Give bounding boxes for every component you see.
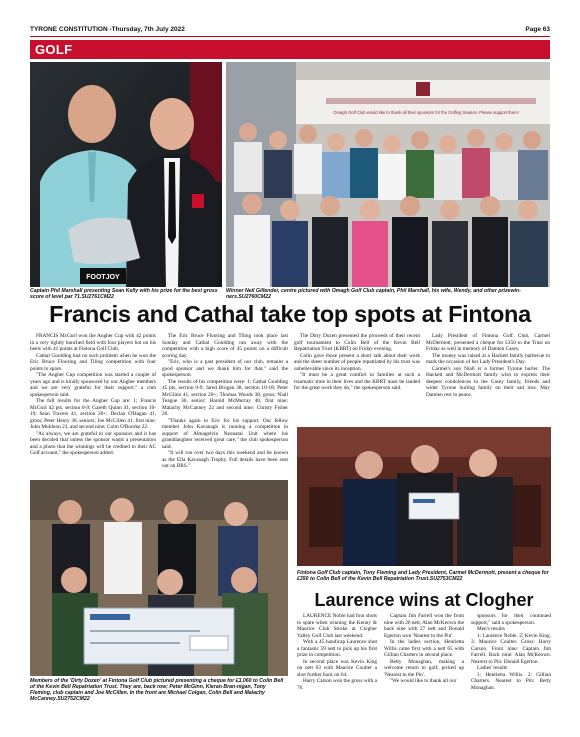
paragraph: "It must be a great comfort to families at such a traumatic time in their lives and the KBRT must be lauded for the great work they do," the spokesperson said. [294,372,420,391]
paragraph: "We would like to thank all our [390,678,457,684]
caption-left-photo: Captain Phil Marshall presenting Sean Kelly with his prize for the best gross score of level par 71.SU2761CM22 [30,288,218,300]
paragraph: Carmel's son Niall is a former Tyrone hurler. The Hackett and McDermott family wish to express their deepest condolences to the Casey family, friends and wider Tyrone hurling family on their sad loss. May Damien rest in peace. [426,365,550,398]
paragraph: In the ladies section, Henrietta Willis came first with a nett 65 with Gillian Charters in second place. [384,639,464,658]
paragraph: Colin gave those present a short talk about their work and the sheer number of people repatriated by his trust was unbelievable since its inception. [294,352,420,372]
paragraph: sponsors for their continued support," said a spokesperson. [471,613,551,626]
paragraph: The results of his competition were: 1; Cathal Goulding 45 pts, section 0-9; Jared Brogan 38, section 10-18; Peter McGlinn 41, section 20+; Thomas Woods 38, gross; Niall Teague 36, senior; Harold McMurray 40, first nine; Malachy McCanney 22 and second nine; Christy Fisher 20. [162,378,288,417]
publication-date: TYRONE CONSTITUTION -Thursday, 7th July 2022 [30,26,185,33]
article-fintona-column-2 [162,333,288,470]
caption-dirty-dozen: Members of the 'Dirty Dozen' at Fintona Golf Club pictured presenting a cheque for £3,060 to Colin Bell of the Kevin Bell Repatriation Trust. They are, back row; Peter McGinn, Kieran Bran-nigan, Tony Fleming, club captain and Joe McCillen. In the front are Michael Colgan, Colin Bell and Malachy McCanney.SU2752CM22 [30,678,284,702]
section-bar [30,40,550,59]
paragraph: In second place was Kevin King on nett 63 with Maurice Coulter a shot further back on 64. [297,658,377,678]
paragraph: FRANCIS McGurl won the Angher Cup with 42 points in a very tightly bunched field with four players hot on his heels with 41 points at Fintona Golf Club. [30,333,156,352]
headline-fintona: Francis and Cathal take top spots at Fintona [49,301,531,327]
paragraph: The full results for the Angher Cup are: 1; Francis McGurl 42 pts, section 0-9; Gareth Quinn 41, section 10-19; Sean Travers 41, section 20+; Declan O'Hagan 41, gross; Peter Henry 36, seniors; Joe McCillen 41, first nine; John Muldoon 23, and second nine; Colm O'Rourke 22. [30,398,156,430]
headline-clogher: Laurence wins at Clogher [314,590,534,610]
article-fintona-column-4 [426,333,550,398]
photo-prize-presentation [30,62,222,287]
subheading: Men's results [477,626,505,632]
page-header [30,26,550,36]
section-label: GOLF [35,42,73,57]
photo-image-bottom-right [297,427,551,566]
caption-lady-president: Fintona Golf Club captain, Tony Fleming and Lady President, Carmel McDermott, present a cheque for £350 to Colin Bell of the Kevin Bell Repatriation Trust.SU2753CM22 [297,570,549,582]
paragraph: Betty Monaghan, making a welcome return to golf, picked up 'Nearest to the Pin'. [384,658,464,678]
article-clogher-column-3 [471,613,551,691]
paragraph: The Eric Bruce Flooring and Tiling took place last Sunday and Cathal Goulding ran away with the competition with a high score of 45 points on a difficult scoring day. [162,333,288,359]
article-fintona-column-1 [30,333,156,457]
article-fintona-column-3 [294,333,420,392]
page-number: Page 63 [525,26,550,33]
photo-image-bottom-left [30,480,288,676]
paragraph: Cathal Goulding had no such problem when he won the Eric Bruce Flooring and Tiling competition with four points to spare. [30,352,156,372]
photo-lady-president-cheque [297,427,551,566]
paragraph: The Dirty Dozen presented the proceeds of their recent golf tournament to Colin Bell of the Kevin Bell Repatriation Trust (KBRT) on Friday evening. [294,333,420,352]
paragraph: "The Angher Cup competition was started a couple of years ago and is kindly sponsored by our Angher members and we are very grateful for their support," a club spokesperson said. [30,372,156,398]
caption-right-photo: Winner Neil Gillender, centre pictured with Omagh Golf Club captain, Phil Marshall, his wife, Wendy, and other prizewin-ners.SU2760CM22 [226,288,521,300]
paragraph: "Thanks again to Eric for his support. Our fellow member John Kavanagh is running a competition in support of Altnagelvin Neonatal Unit where his granddaughter received great care," the club spokesperson said. [162,417,288,450]
subheading: Ladies' results [477,665,508,671]
paragraph: With a 45 handicap Laurence shot a fantastic 59 nett to pick up his first prize in competition. [297,639,377,658]
photo-prizewinners-group [226,62,550,287]
header-rule [30,36,550,37]
paragraph: "Eric, who is a past president of our club, remains a good sponsor and we thank him for that," said the spokesperson. [162,359,288,378]
paragraph: "As always, we are grateful to our sponsors and it has been decided that unless the sponsor wants a presentation and a photo that the winnings will be credited to their AC Golf account," the spokesperson added. [30,430,156,456]
photo-image-right [226,62,550,287]
sponsor-banner-text: Omagh Golf Club would like to thank all their sponsors for the Golfing Season. Please support them! [333,110,519,115]
photo-dirty-dozen-cheque [30,480,288,676]
footjoy-logo: FOOTJOY [86,274,120,281]
paragraph: 1: Henrietta Willis. 2: Gillian Charters. Nearest to Pin: Betty Monaghan. [471,671,551,691]
paragraph: "It will run over two days this weekend and be known as the Ella Kavanagh Trophy. Full details have been sent out on BRS." [162,450,288,469]
paragraph: Captain Jim Farrell won the front nine with 26 nett, Alan McKeown the back nine with 27 nett and Donald Egerton won 'Nearest to the Pin'. [384,613,464,639]
paragraph: Lady President of Fintona Golf Club, Carmel McDermott, presented a cheque for £350 to the Trust on Friday as well in memory of Damien Casey. [426,333,550,352]
paragraph: 1: Laurence Noble. 2: Kevin King. 3: Maurice Coulter. Gross: Harry Carson. Front nine: Captain Jim Farrell. Back nine: Alan McKeown. Nearest to Pin: Donald Egerton. [471,632,551,665]
paragraph: The money was raised at a Hackett family barbecue to mark the occasion of her Lady President's Day. [426,352,550,365]
paragraph: LAURENCE Noble had four shots to spare when winning the Kenny & Maurice Club Stroke at Clogher Valley Golf Club last weekend. [297,613,377,639]
photo-image-left [30,62,222,287]
article-clogher-column-2 [384,613,464,685]
article-clogher-column-1 [297,613,377,691]
paragraph: Harry Carson won the gross with a 76. [297,678,377,691]
